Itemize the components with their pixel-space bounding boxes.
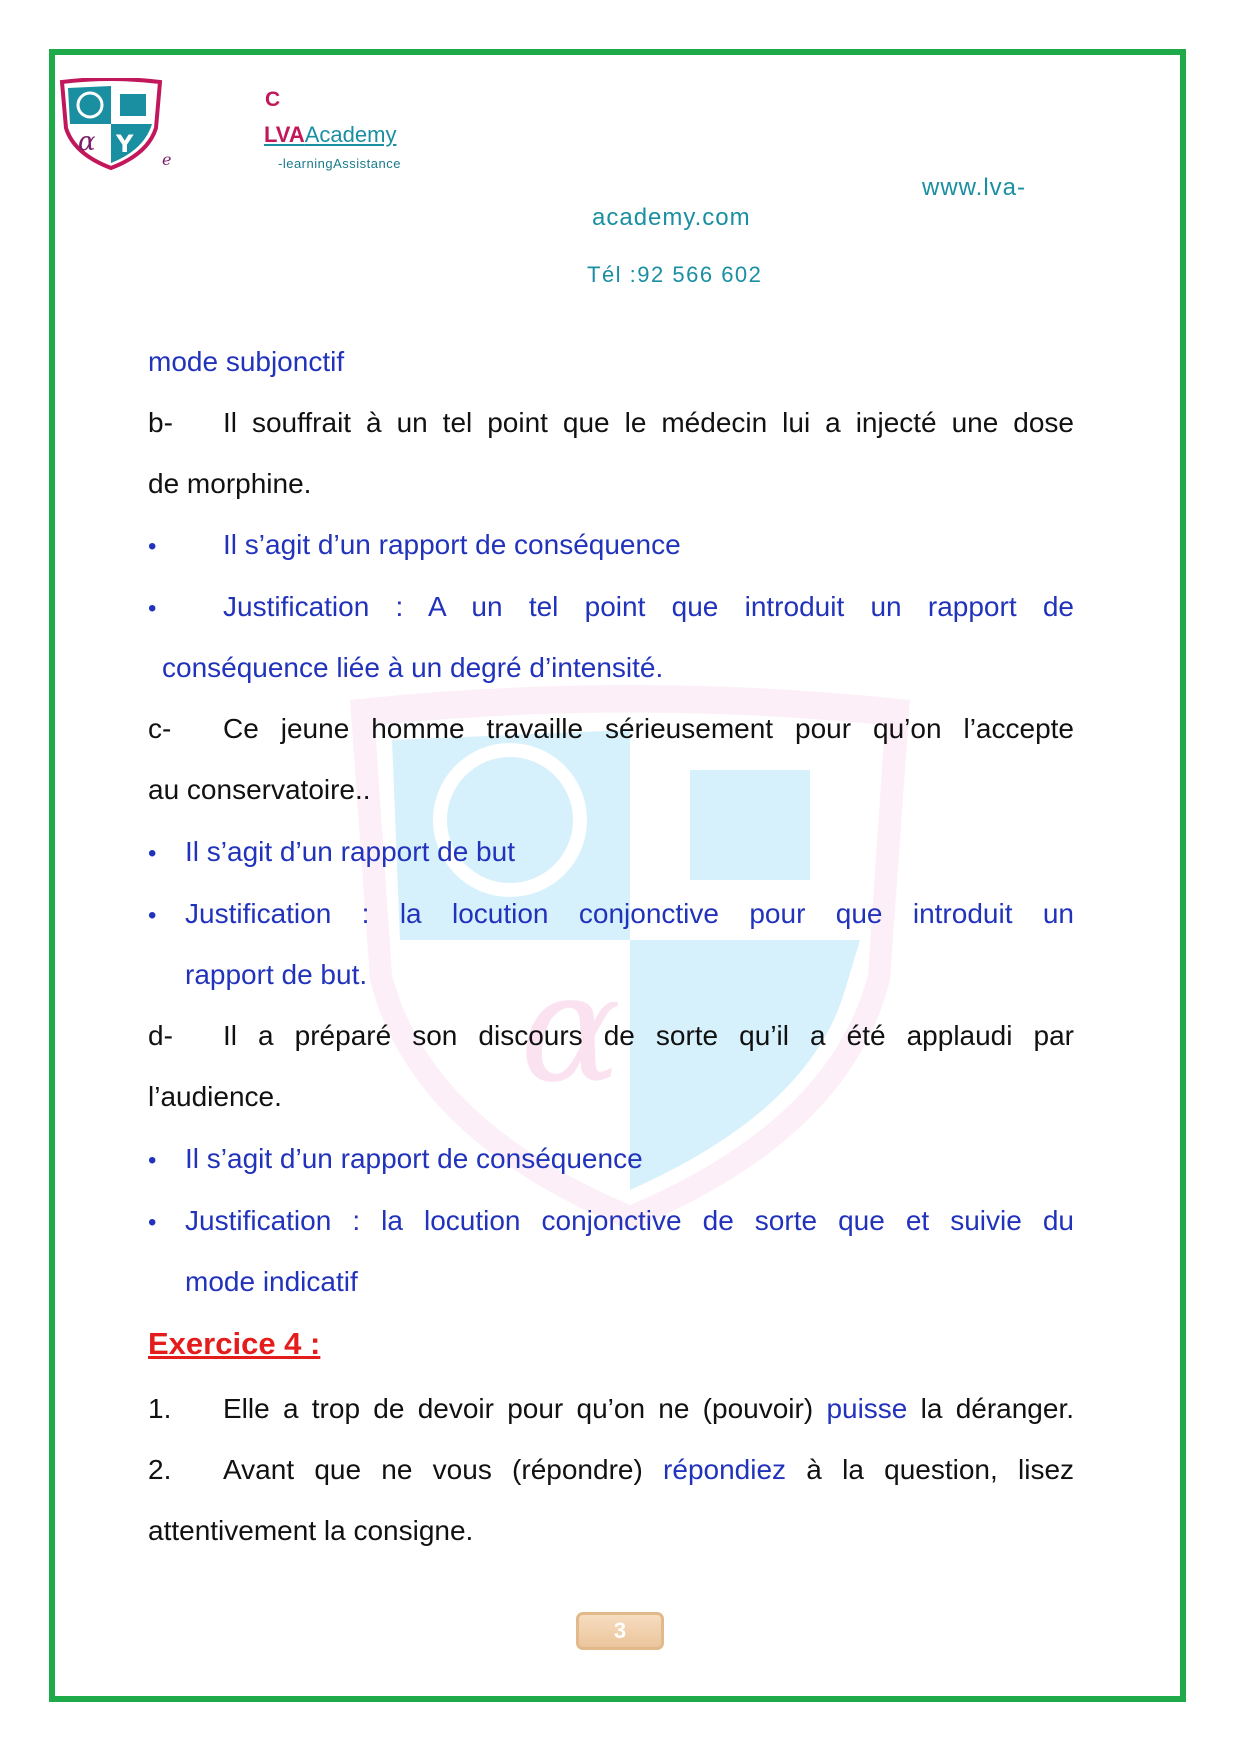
bullet-icon: • <box>148 902 157 929</box>
bullet-item <box>148 527 1074 565</box>
bullet-icon: • <box>148 533 157 560</box>
item-label: b- <box>148 407 173 438</box>
brand-name <box>264 122 396 148</box>
bullet-item <box>148 896 1074 934</box>
bullet-text: Il s’agit d’un rapport de but <box>185 836 515 867</box>
website-line-2: academy.com <box>592 204 751 231</box>
bullet-text: Il s’agit d’un rapport de conséquence <box>223 529 681 560</box>
brand-tagline: -learningAssistance <box>278 156 401 171</box>
sentence-text: Il souffrait à un tel point que le médecin lui a injecté une dose <box>223 407 1074 438</box>
lva-shield-logo <box>58 78 164 170</box>
sentence-d <box>148 1018 1074 1054</box>
bullet-text: Justification : la locution conjonctive pour que introduit un <box>185 898 1074 929</box>
bullet-item <box>148 1141 1074 1179</box>
bullet-text-cont: mode indicatif <box>185 1266 358 1297</box>
website-line-1: www.lva- <box>922 174 1027 201</box>
item-label: c- <box>148 713 172 744</box>
sentence-c <box>148 711 1074 747</box>
svg-text:Y: Y <box>660 962 752 1136</box>
item-text: Elle a trop de devoir pour qu’on ne (pouvoir) <box>223 1393 814 1424</box>
sentence-d-cont: l’audience. <box>148 1081 282 1112</box>
bullet-icon: • <box>148 840 157 867</box>
exercise-item-1 <box>148 1391 1074 1427</box>
bullet-icon: • <box>148 1209 157 1236</box>
bullet-item <box>148 589 1074 627</box>
bullet-item <box>148 1203 1074 1241</box>
sentence-b-cont: de morphine. <box>148 468 312 499</box>
exercise-item-2-cont: attentivement la consigne. <box>148 1515 474 1546</box>
item-text: à la question, lisez <box>806 1454 1075 1485</box>
bullet-text-cont: conséquence liée à un degré d’intensité. <box>162 652 664 683</box>
bullet-text: Justification : la locution conjonctive de sorte que et suivie du <box>185 1205 1074 1236</box>
exercise-title: Exercice 4 : <box>148 1326 321 1361</box>
item-text: la déranger. <box>920 1393 1075 1424</box>
page-number: 3 <box>576 1612 664 1650</box>
sentence-c-cont: au conservatoire.. <box>148 774 371 805</box>
sentence-text: Ce jeune homme travaille sérieusement pour qu’on l’accepte <box>223 713 1074 744</box>
brand-academy: Academy <box>304 122 397 147</box>
item-number: 1. <box>148 1393 172 1424</box>
bullet-item <box>148 834 1074 872</box>
exercise-item-2 <box>148 1452 1074 1488</box>
brand-c: C <box>265 88 281 111</box>
bullet-icon: • <box>148 595 157 622</box>
logo-letter-e: e <box>162 150 172 169</box>
svg-text:α: α <box>520 942 622 1116</box>
answer-line: mode subjonctif <box>148 346 345 377</box>
brand-lva: LVA <box>264 122 305 147</box>
sentence-text: Il a préparé son discours de sorte qu’il a été applaudi par <box>223 1020 1074 1051</box>
svg-text:Y: Y <box>116 130 134 158</box>
item-number: 2. <box>148 1454 172 1485</box>
bullet-icon: • <box>148 1147 157 1174</box>
bullet-text-cont: rapport de but. <box>185 959 368 990</box>
exercise-heading <box>148 1326 1074 1363</box>
svg-text:α: α <box>78 127 96 157</box>
answer-word: répondiez <box>663 1454 787 1485</box>
sentence-b <box>148 405 1074 441</box>
bullet-text: Il s’agit d’un rapport de conséquence <box>185 1143 643 1174</box>
phone-number: Tél :92 566 602 <box>587 262 763 287</box>
item-label: d- <box>148 1020 173 1051</box>
item-text: Avant que ne vous (répondre) <box>223 1454 643 1485</box>
bullet-text: Justification : A un tel point que introduit un rapport de <box>223 591 1074 622</box>
answer-word: puisse <box>826 1393 908 1424</box>
